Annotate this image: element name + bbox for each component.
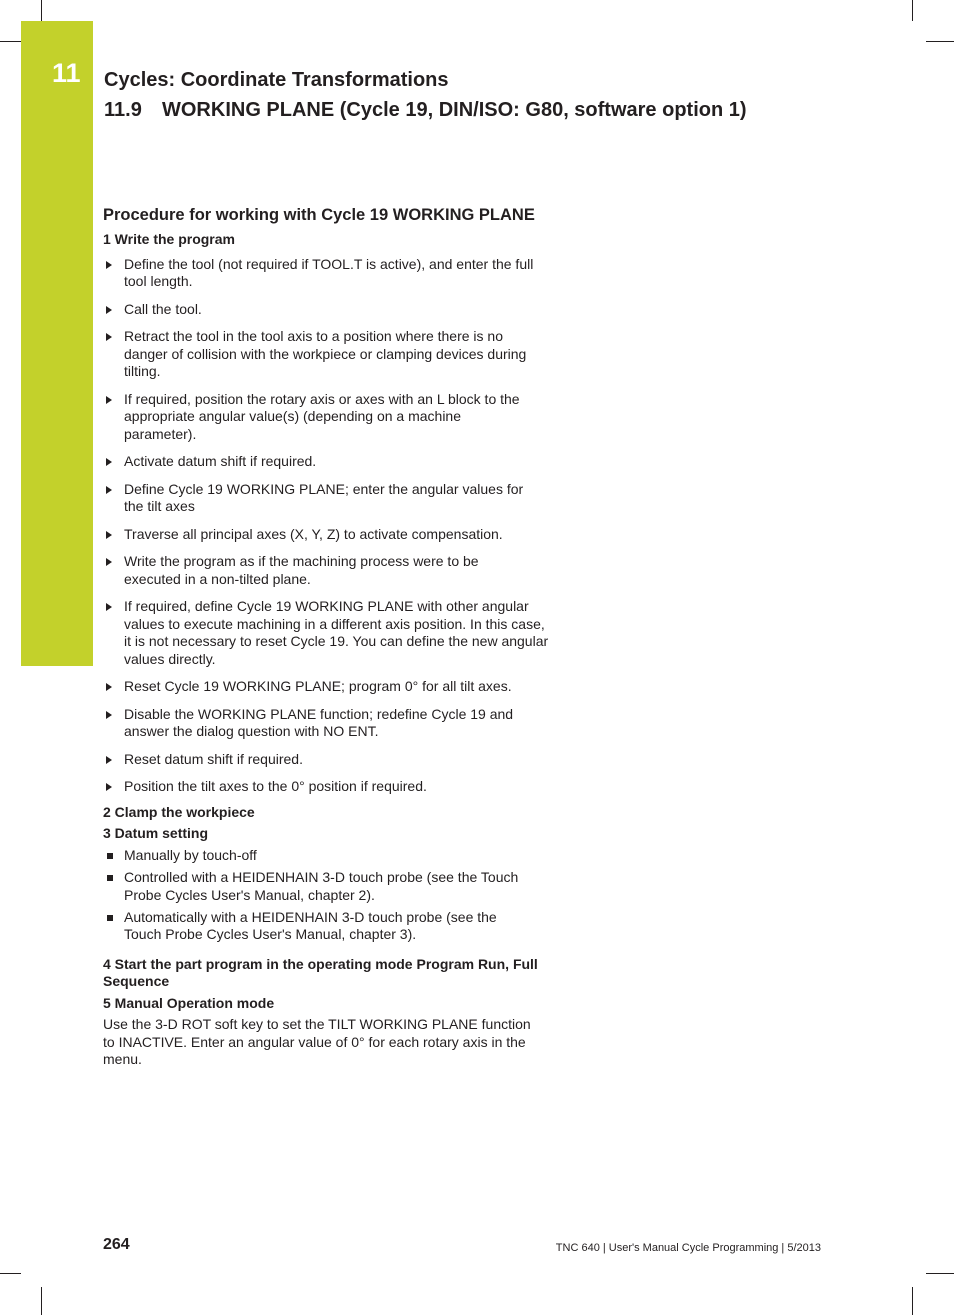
step-2-title: 2 Clamp the workpiece bbox=[103, 803, 255, 820]
step-4-title: 4 Start the part program in the operating mode Program Run, Full Sequence bbox=[103, 955, 538, 989]
list-item: Write the program as if the machining process were to be executed in a non-tilted plane. bbox=[103, 553, 519, 588]
crop-mark bbox=[41, 1287, 42, 1315]
triangle-bullet-icon bbox=[106, 531, 112, 539]
step-5-body: Use the 3-D ROT soft key to set the TILT WORKING PLANE function to INACTIVE. Enter an angular value of 0° for each rotary axis in the menu. bbox=[103, 1016, 531, 1067]
crop-mark bbox=[912, 1287, 913, 1315]
chapter-tab bbox=[21, 21, 93, 666]
triangle-bullet-icon bbox=[106, 306, 112, 314]
list-item: Position the tilt axes to the 0° position if required. bbox=[103, 778, 553, 796]
crop-mark bbox=[0, 41, 21, 42]
section-number: 11.9 bbox=[104, 99, 142, 121]
crop-mark bbox=[41, 0, 42, 21]
square-bullet-icon bbox=[107, 915, 113, 921]
square-bullet-icon bbox=[107, 875, 113, 881]
triangle-bullet-icon bbox=[106, 558, 112, 566]
list-item: Traverse all principal axes (X, Y, Z) to activate compensation. bbox=[103, 526, 544, 544]
triangle-bullet-icon bbox=[106, 261, 112, 269]
step-5-title: 5 Manual Operation mode bbox=[103, 994, 275, 1011]
triangle-bullet-icon bbox=[106, 396, 112, 404]
step-1-title: 1 Write the program bbox=[103, 231, 235, 247]
triangle-bullet-icon bbox=[106, 711, 112, 719]
list-item: Disable the WORKING PLANE function; redefine Cycle 19 and answer the dialog question with NO ENT. bbox=[103, 706, 542, 741]
triangle-bullet-icon bbox=[106, 603, 112, 611]
square-bullet-icon bbox=[107, 853, 113, 859]
list-item: Define the tool (not required if TOOL.T is active), and enter the full tool length. bbox=[103, 256, 542, 291]
list-item: Retract the tool in the tool axis to a position where there is no danger of collision with the workpiece or clamping devices during tilting. bbox=[103, 328, 529, 381]
crop-mark bbox=[912, 0, 913, 21]
page-number: 264 bbox=[103, 1236, 130, 1253]
triangle-bullet-icon bbox=[106, 683, 112, 691]
crop-mark bbox=[926, 41, 954, 42]
step-3-title: 3 Datum setting bbox=[103, 825, 209, 841]
list-item: Automatically with a HEIDENHAIN 3-D touch probe (see the Touch Probe Cycles User's Manual, chapter 3). bbox=[103, 909, 524, 944]
chapter-title: Cycles: Coordinate Transformations bbox=[104, 69, 449, 91]
section-title bbox=[104, 98, 747, 122]
footer-text: TNC 640 | User's Manual Cycle Programming | 5/2013 bbox=[555, 1242, 821, 1254]
step-1-list bbox=[103, 256, 553, 796]
list-item: Reset datum shift if required. bbox=[103, 751, 553, 769]
list-item: Define Cycle 19 WORKING PLANE; enter the angular values for the tilt axes bbox=[103, 481, 544, 516]
procedure-heading: Procedure for working with Cycle 19 WORKING PLANE bbox=[103, 206, 535, 224]
chapter-number: 11 bbox=[52, 58, 81, 88]
triangle-bullet-icon bbox=[106, 756, 112, 764]
list-item: If required, define Cycle 19 WORKING PLANE with other angular values to execute machining in a different axis position. In this case, it is not necessary to reset Cycle 19. You can define the new angular values directly. bbox=[103, 598, 549, 668]
list-item: Manually by touch-off bbox=[103, 847, 553, 865]
triangle-bullet-icon bbox=[106, 458, 112, 466]
list-item: Controlled with a HEIDENHAIN 3-D touch probe (see the Touch Probe Cycles User's Manual, chapter 2). bbox=[103, 869, 542, 904]
list-item: Reset Cycle 19 WORKING PLANE; program 0° for all tilt axes. bbox=[103, 678, 554, 696]
triangle-bullet-icon bbox=[106, 783, 112, 791]
list-item: If required, position the rotary axis or axes with an L block to the appropriate angular value(s) (depending on a machine parameter). bbox=[103, 391, 524, 444]
list-item: Activate datum shift if required. bbox=[103, 453, 553, 471]
crop-mark bbox=[926, 1273, 954, 1274]
list-item: Call the tool. bbox=[103, 301, 553, 319]
triangle-bullet-icon bbox=[106, 486, 112, 494]
step-3-list bbox=[103, 847, 553, 944]
crop-mark bbox=[0, 1273, 21, 1274]
main-content bbox=[103, 205, 553, 1069]
section-title-text: WORKING PLANE (Cycle 19, DIN/ISO: G80, software option 1) bbox=[162, 99, 747, 121]
triangle-bullet-icon bbox=[106, 333, 112, 341]
